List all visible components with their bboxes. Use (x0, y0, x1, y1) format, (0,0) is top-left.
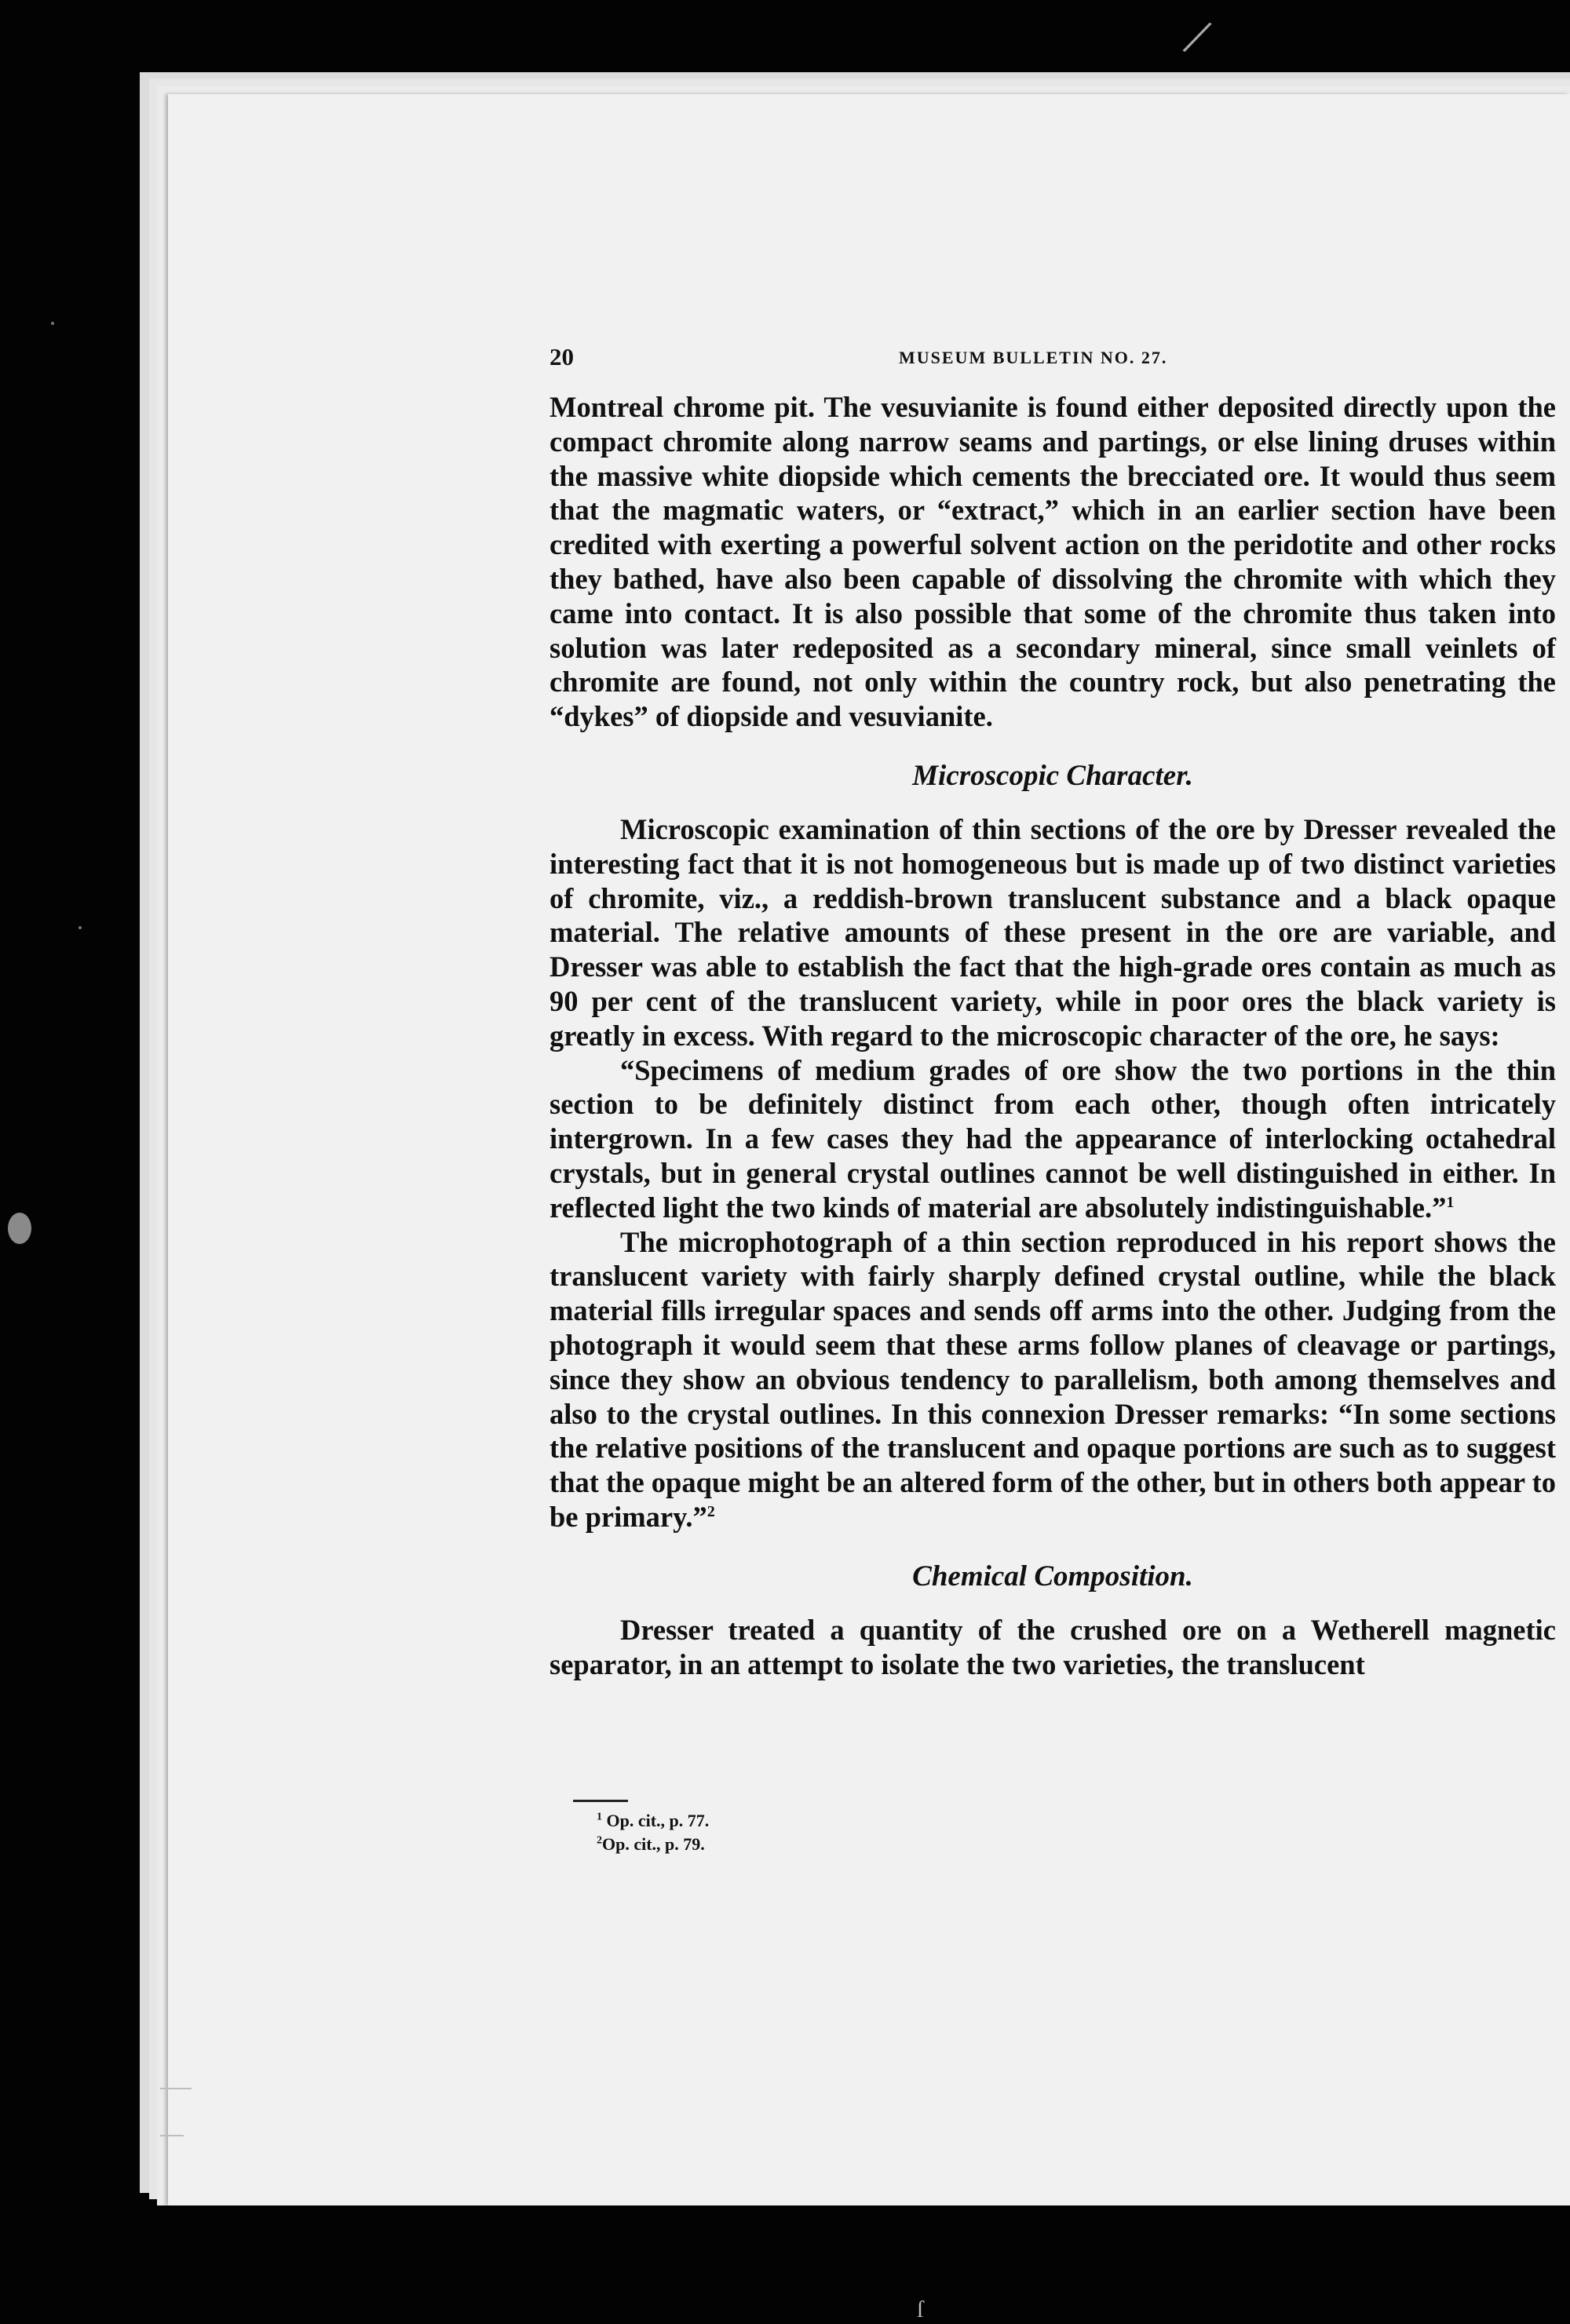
footnote (597, 1833, 709, 1856)
paragraph-text: The microphotograph of a thin section reproduced in his report shows the translucent variety with fairly sharply defined crystal outline, while the black material fills irregular spaces and sends off arms into the other. Judging from the photograph it would seem that these arms follow planes of cleavage or partings, since they show an obvious tendency to parallelism, both among themselves and also to the crystal outlines. In this connexion Dresser remarks: “In some sections the relative positions of the translucent and opaque portions are such as to suggest that the opaque might be an altered form of the other, but in others both appear to be primary.” (550, 1225, 1556, 1533)
dust-speck (51, 322, 54, 325)
footnote-reference: 1 (1446, 1193, 1455, 1211)
paragraph: Microscopic examination of thin sections of the ore by Dresser revealed the interesting fact that it is not homogeneous but is made up of two distinct varieties of chromite, viz., a reddish-brown translucent substance and a black opaque material. The relative amounts of these present in the ore are variable, and Dresser was able to establish the fact that the high-grade ores contain as much as 90 per cent of the translucent variety, while in poor ores the black variety is greatly in excess. With regard to the microscopic character of the ore, he says: (550, 812, 1556, 1052)
quotation-text: “Specimens of medium grades of ore show the two portions in the thin section to be definitely distinct from each other, though often intricately intergrown. In a few cases they had the appearance of interlocking octahedral crystals, but in general crystal outlines cannot be well distinguished in either. In reflected light the two kinds of material are absolutely indistinguishable.” (550, 1053, 1556, 1224)
page-edge-mark (160, 2135, 184, 2136)
footnotes (597, 1809, 709, 1856)
page-header (550, 343, 1554, 374)
running-head: MUSEUM BULLETIN NO. 27. (899, 348, 1168, 367)
paragraph (550, 1225, 1556, 1534)
section-heading: Microscopic Character. (912, 759, 1193, 792)
dust-speck (8, 1213, 31, 1244)
quotation-paragraph (550, 1053, 1556, 1225)
footnote-mark: 2 (597, 1834, 602, 1847)
scan-artifact-mark: ſ (917, 2297, 924, 2322)
paragraph: Montreal chrome pit. The vesuvianite is found either deposited directly upon the compact chromite along narrow seams and partings, or else lining druses within the massive white diopside which cements the brecciated ore. It would thus seem that the magmatic waters, or “extract,” which in an earlier section have been credited with exerting a powerful solvent action on the peridotite and other rocks they bathed, have also been capable of dissolving the chromite with which they came into contact. It is also possible that some of the chromite thus taken into solution was later redeposited as a secondary mineral, since small veinlets of chromite are found, not only within the country rock, but also penetrating the “dykes” of diopside and vesuvianite. (550, 391, 1556, 733)
footnote-reference: 2 (706, 1502, 715, 1520)
page-number: 20 (550, 343, 574, 370)
footnote-rule (573, 1800, 628, 1802)
footnote (597, 1809, 709, 1833)
footnote-mark: 1 (597, 1811, 602, 1823)
scan-artifact-mark: / (1177, 6, 1218, 68)
page-body (550, 390, 1556, 1681)
footnote-text: Op. cit., p. 79. (602, 1834, 705, 1854)
paragraph: Dresser treated a quantity of the crushed ore on a Wetherell magnetic separator, in an attempt to isolate the two varieties, the translucent (550, 1613, 1556, 1680)
section-heading: Chemical Composition. (912, 1560, 1193, 1593)
dust-speck (78, 926, 82, 929)
page-edge-mark (160, 2088, 192, 2089)
footnote-text: Op. cit., p. 77. (606, 1811, 710, 1830)
